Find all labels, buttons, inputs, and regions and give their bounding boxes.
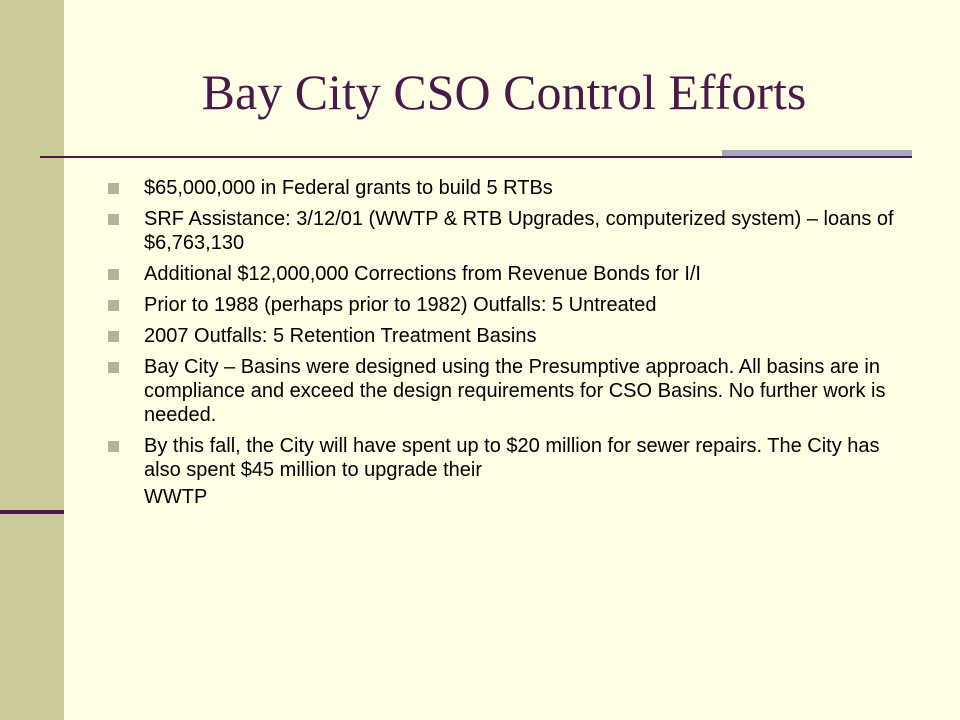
left-bar-accent-line	[0, 510, 64, 514]
left-side-bar	[0, 0, 64, 720]
slide-title: Bay City CSO Control Efforts	[201, 64, 807, 120]
square-bullet-icon	[108, 331, 119, 342]
bullet-list	[108, 176, 908, 519]
square-bullet-icon	[108, 441, 119, 452]
bullet-item	[108, 176, 908, 200]
square-bullet-icon	[108, 269, 119, 280]
bullet-text: Prior to 1988 (perhaps prior to 1982) Outfalls: 5 Untreated	[144, 294, 657, 316]
square-bullet-icon	[108, 362, 119, 373]
title-underline-rule	[40, 156, 912, 158]
square-bullet-icon	[108, 300, 119, 311]
bullet-item	[108, 262, 908, 286]
bullet-item	[108, 355, 908, 427]
bullet-item	[108, 324, 908, 348]
bullet-text: By this fall, the City will have spent up to $20 million for sewer repairs. The City has also spent $45 million to upgrade their	[144, 435, 880, 481]
bullet-item	[108, 207, 908, 255]
bullet-item	[108, 293, 908, 317]
bullet-text: Bay City – Basins were designed using the Presumptive approach. All basins are in compliance and exceed the design requirements for CSO Basins. No further work is needed.	[144, 356, 886, 426]
bullet-text: $65,000,000 in Federal grants to build 5 RTBs	[144, 177, 553, 199]
bullet-text: Additional $12,000,000 Corrections from Revenue Bonds for I/I	[144, 263, 701, 285]
square-bullet-icon	[108, 183, 119, 194]
square-bullet-icon	[108, 214, 119, 225]
bullet-text: SRF Assistance: 3/12/01 (WWTP & RTB Upgrades, computerized system) – loans of $6,763,130	[144, 208, 894, 254]
bullet-item	[108, 434, 908, 512]
bullet-continuation-text: WWTP	[144, 486, 208, 508]
bullet-text: 2007 Outfalls: 5 Retention Treatment Basins	[144, 325, 537, 347]
